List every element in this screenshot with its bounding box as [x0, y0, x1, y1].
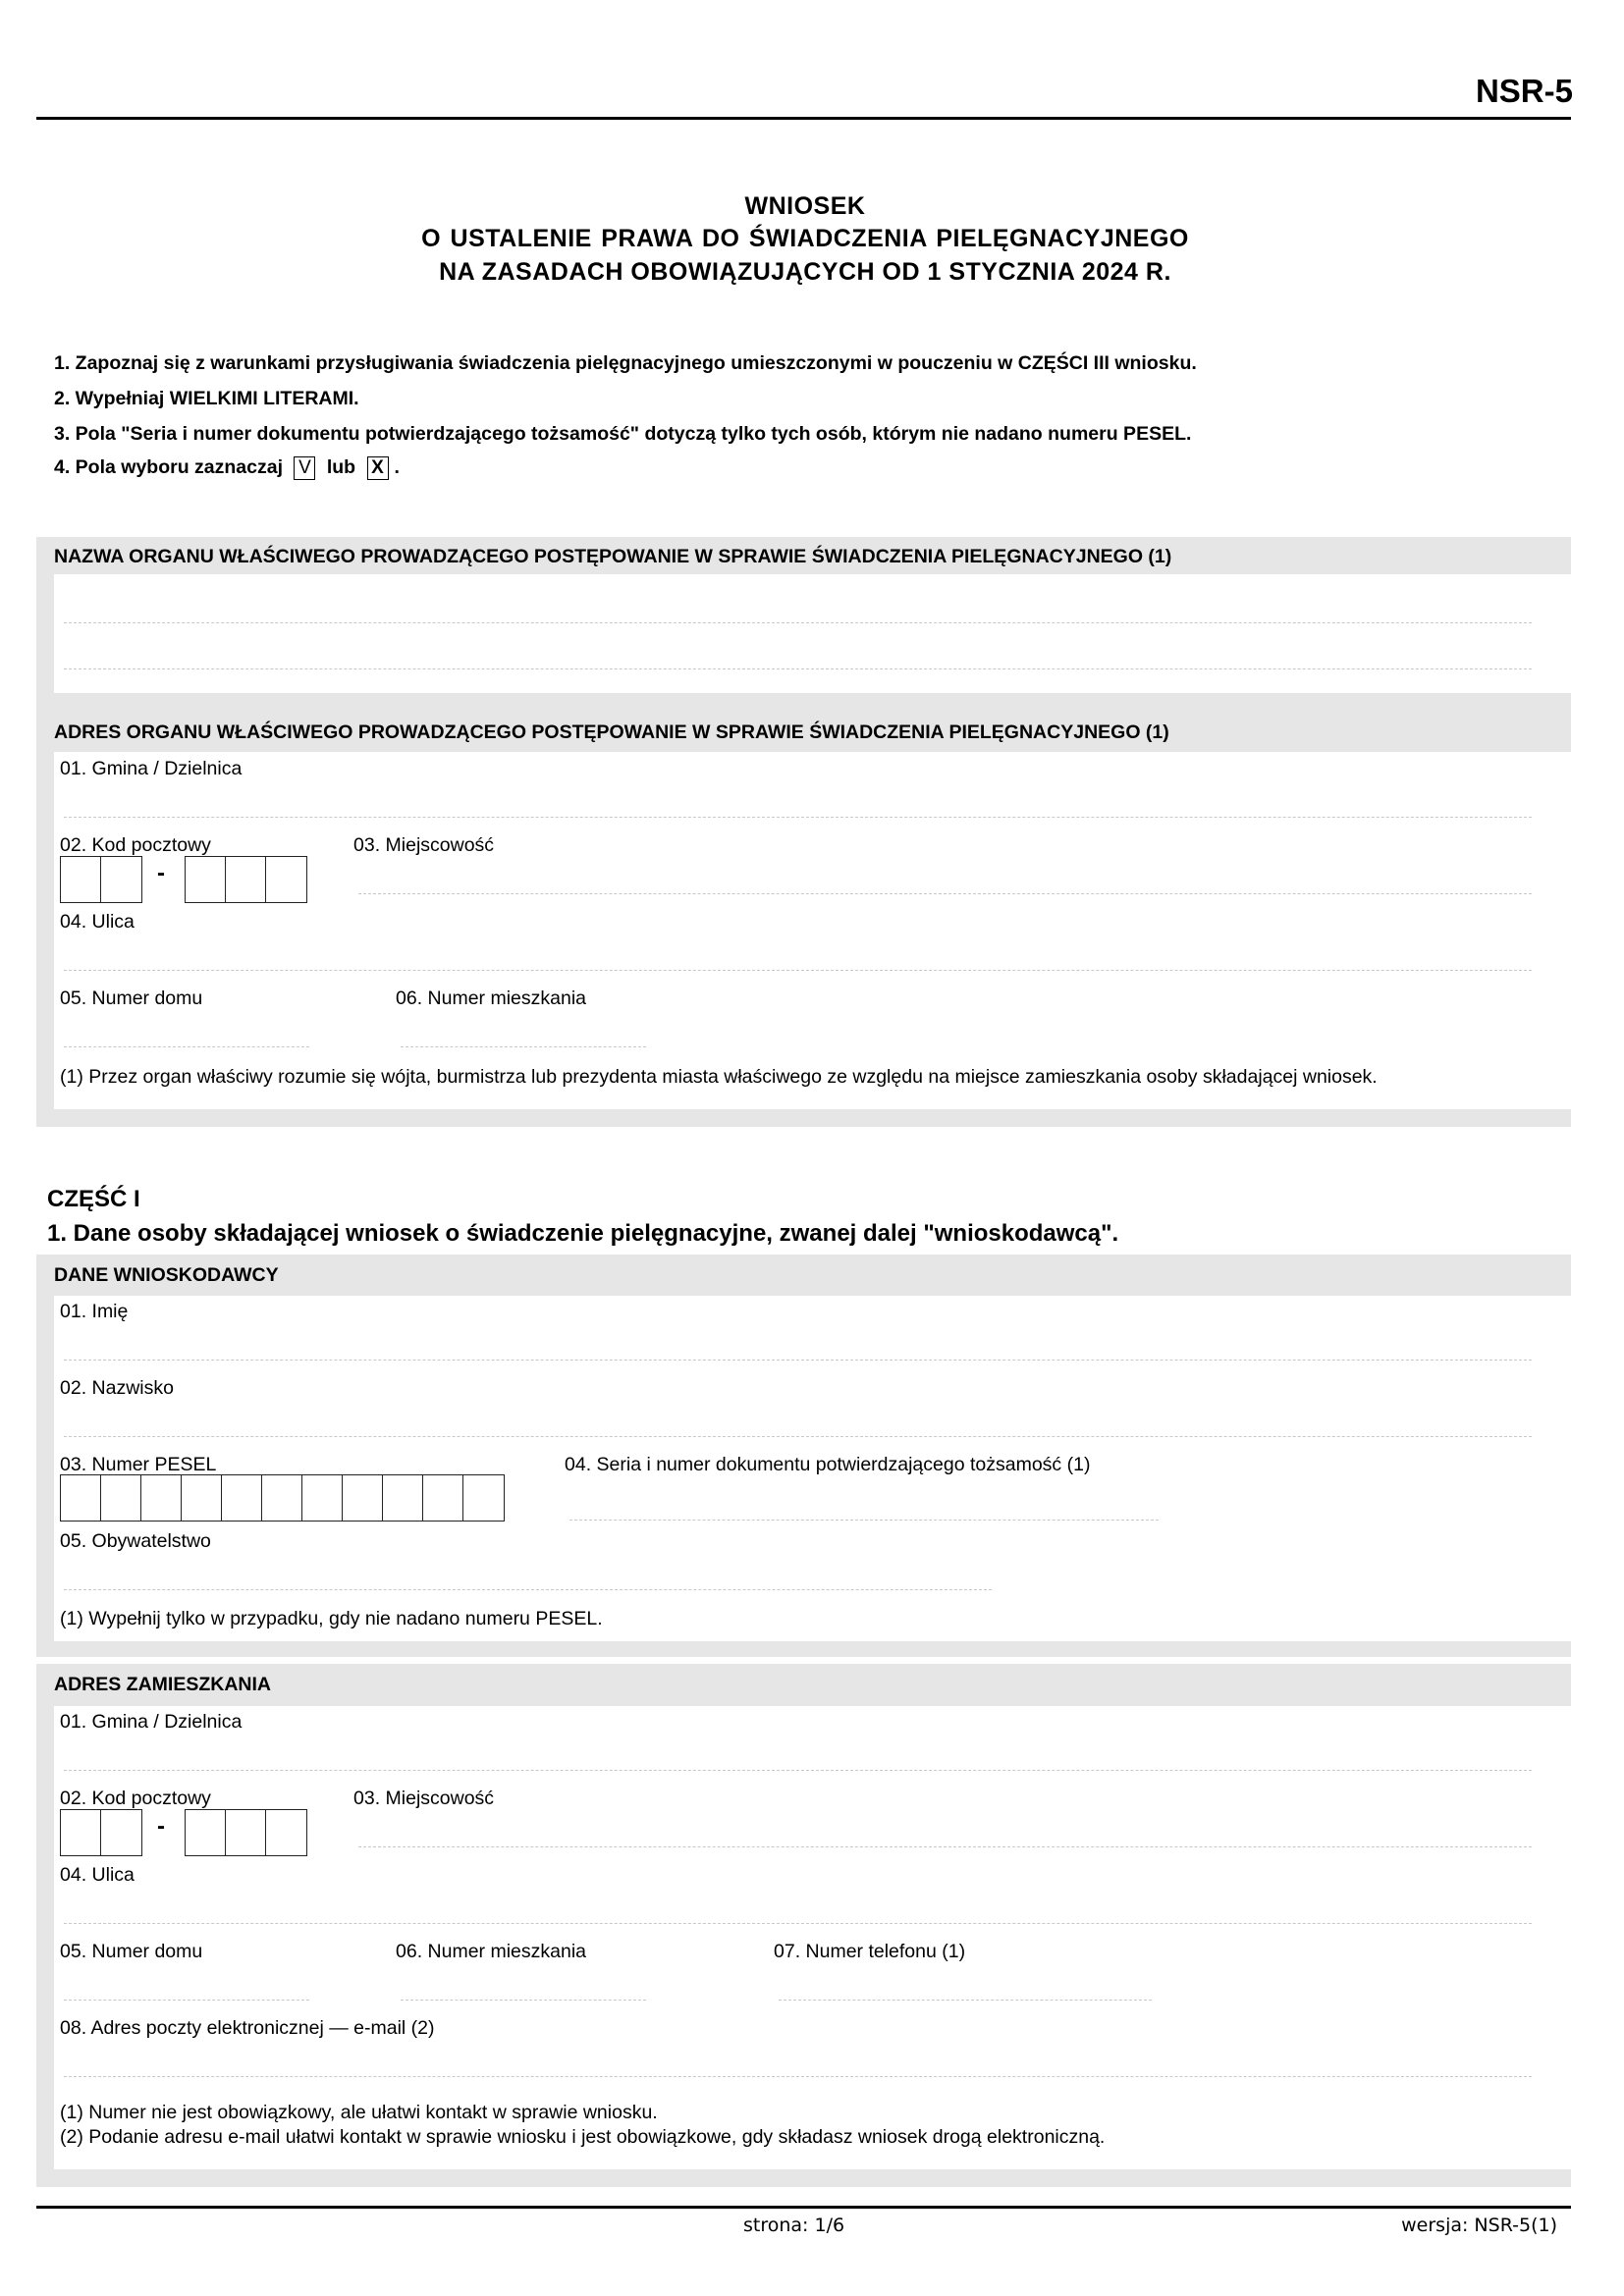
part-1-subtitle: 1. Dane osoby składającej wniosek o świadczenie pielęgnacyjne, zwanej dalej "wnioskodawcą".	[47, 1220, 1119, 1247]
organ-gmina-label: 01. Gmina / Dzielnica	[60, 758, 243, 779]
organ-flat-number-input[interactable]	[401, 1046, 646, 1047]
applicant-heading: DANE WNIOSKODAWCY	[54, 1264, 279, 1286]
residence-gmina-label: 01. Gmina / Dzielnica	[60, 1711, 243, 1733]
organ-postal-separator: -	[157, 860, 165, 886]
email-input[interactable]	[64, 2076, 1532, 2077]
citizenship-label: 05. Obywatelstwo	[60, 1530, 211, 1552]
residence-box	[54, 1706, 1571, 2169]
checkbox-x-example: X	[367, 456, 389, 480]
pesel-digit-box[interactable]	[463, 1475, 504, 1521]
residence-postal-separator: -	[157, 1813, 165, 1840]
residence-footnote-1: (1) Numer nie jest obowiązkowy, ale ułatwi kontakt w sprawie wniosku.	[60, 2102, 658, 2123]
organ-street-label: 04. Ulica	[60, 911, 135, 933]
last-name-input[interactable]	[64, 1436, 1532, 1437]
pesel-input[interactable]	[60, 1474, 505, 1522]
organ-address-box	[54, 752, 1571, 1109]
organ-name-input-line-2[interactable]	[64, 668, 1532, 669]
pesel-digit-box[interactable]	[222, 1475, 262, 1521]
organ-name-box	[54, 574, 1571, 693]
pesel-digit-box[interactable]	[343, 1475, 383, 1521]
citizenship-input[interactable]	[64, 1589, 992, 1590]
residence-flat-number-input[interactable]	[401, 2000, 646, 2001]
residence-postal-code-part1[interactable]	[60, 1809, 142, 1856]
applicant-panel	[36, 1255, 1571, 1657]
organ-panel	[36, 537, 1571, 1127]
pesel-label: 03. Numer PESEL	[60, 1454, 217, 1475]
residence-city-label: 03. Miejscowość	[353, 1788, 495, 1809]
pesel-digit-box[interactable]	[423, 1475, 463, 1521]
id-document-label: 04. Seria i numer dokumentu potwierdzającego tożsamość (1)	[565, 1454, 1091, 1475]
organ-address-heading: ADRES ORGANU WŁAŚCIWEGO PROWADZĄCEGO POSTĘPOWANIE W SPRAWIE ŚWIADCZENIA PIELĘGNACYJNEGO (1)	[54, 721, 1169, 743]
organ-name-input-line-1[interactable]	[64, 622, 1532, 623]
id-document-input[interactable]	[569, 1520, 1159, 1521]
form-code: NSR-5	[1475, 73, 1573, 109]
organ-flat-number-label: 06. Numer mieszkania	[396, 988, 586, 1009]
pesel-digit-box[interactable]	[101, 1475, 141, 1521]
organ-city-label: 03. Miejscowość	[353, 834, 495, 856]
organ-footnote: (1) Przez organ właściwy rozumie się wójta, burmistrza lub prezydenta miasta właściwego ze względu na miejsce zamieszkania osoby składającej wniosek.	[60, 1066, 1378, 1088]
pesel-digit-box[interactable]	[61, 1475, 101, 1521]
residence-street-label: 04. Ulica	[60, 1864, 135, 1886]
phone-label: 07. Numer telefonu (1)	[774, 1941, 966, 1962]
instruction-4-prefix: 4. Pola wyboru zaznaczaj	[54, 456, 283, 479]
phone-input[interactable]	[779, 2000, 1152, 2001]
first-name-input[interactable]	[64, 1360, 1532, 1361]
part-1-title: CZĘŚĆ I	[47, 1186, 140, 1212]
instruction-2: 2. Wypełniaj WIELKIMI LITERAMI.	[54, 388, 359, 409]
residence-gmina-input[interactable]	[64, 1770, 1532, 1771]
instruction-4	[54, 456, 400, 480]
residence-footnote-2: (2) Podanie adresu e-mail ułatwi kontakt w sprawie wniosku i jest obowiązkowe, gdy składasz wniosek drogą elektroniczną.	[60, 2126, 1106, 2148]
applicant-box	[54, 1296, 1571, 1641]
residence-house-number-label: 05. Numer domu	[60, 1941, 203, 1962]
bottom-rule	[36, 2206, 1571, 2209]
residence-house-number-input[interactable]	[64, 2000, 309, 2001]
organ-house-number-label: 05. Numer domu	[60, 988, 203, 1009]
instruction-1: 1. Zapoznaj się z warunkami przysługiwania świadczenia pielęgnacyjnego umieszczonymi w pouczeniu w CZĘŚCI III wniosku.	[54, 352, 1197, 374]
pesel-digit-box[interactable]	[302, 1475, 343, 1521]
residence-postal-code-part2[interactable]	[185, 1809, 307, 1856]
pesel-digit-box[interactable]	[262, 1475, 302, 1521]
title-line-1: WNIOSEK	[744, 192, 866, 220]
instruction-4-suffix: .	[394, 456, 400, 479]
organ-gmina-input[interactable]	[64, 817, 1532, 818]
title-line-3: NA ZASADACH OBOWIĄZUJĄCYCH OD 1 STYCZNIA 2024 R.	[439, 258, 1171, 286]
pesel-digit-box[interactable]	[141, 1475, 182, 1521]
pesel-digit-box[interactable]	[383, 1475, 423, 1521]
applicant-footnote: (1) Wypełnij tylko w przypadku, gdy nie nadano numeru PESEL.	[60, 1608, 603, 1629]
last-name-label: 02. Nazwisko	[60, 1377, 174, 1399]
form-version: wersja: NSR-5(1)	[1401, 2215, 1557, 2236]
checkbox-v-example: V	[294, 456, 315, 480]
residence-city-input[interactable]	[358, 1846, 1532, 1847]
email-label: 08. Adres poczty elektronicznej — e-mail (2)	[60, 2017, 435, 2039]
title-line-2: O USTALENIE PRAWA DO ŚWIADCZENIA PIELĘGNACYJNEGO	[421, 225, 1189, 252]
organ-street-input[interactable]	[64, 970, 1532, 971]
organ-postal-label: 02. Kod pocztowy	[60, 834, 211, 856]
pesel-digit-box[interactable]	[182, 1475, 222, 1521]
residence-heading: ADRES ZAMIESZKANIA	[54, 1674, 272, 1695]
residence-postal-label: 02. Kod pocztowy	[60, 1788, 211, 1809]
organ-house-number-input[interactable]	[64, 1046, 309, 1047]
residence-panel	[36, 1664, 1571, 2187]
organ-name-heading: NAZWA ORGANU WŁAŚCIWEGO PROWADZĄCEGO POSTĘPOWANIE W SPRAWIE ŚWIADCZENIA PIELĘGNACYJNEGO (1)	[54, 546, 1172, 567]
instruction-4-or: lub	[326, 456, 356, 479]
organ-postal-code-part1[interactable]	[60, 856, 142, 903]
top-rule	[36, 117, 1571, 120]
residence-street-input[interactable]	[64, 1923, 1532, 1924]
organ-postal-code-part2[interactable]	[185, 856, 307, 903]
organ-city-input[interactable]	[358, 893, 1532, 894]
instruction-3: 3. Pola "Seria i numer dokumentu potwierdzającego tożsamość" dotyczą tylko tych osób, którym nie nadano numeru PESEL.	[54, 423, 1192, 445]
first-name-label: 01. Imię	[60, 1301, 129, 1322]
page-number: strona: 1/6	[743, 2215, 845, 2236]
residence-flat-number-label: 06. Numer mieszkania	[396, 1941, 586, 1962]
